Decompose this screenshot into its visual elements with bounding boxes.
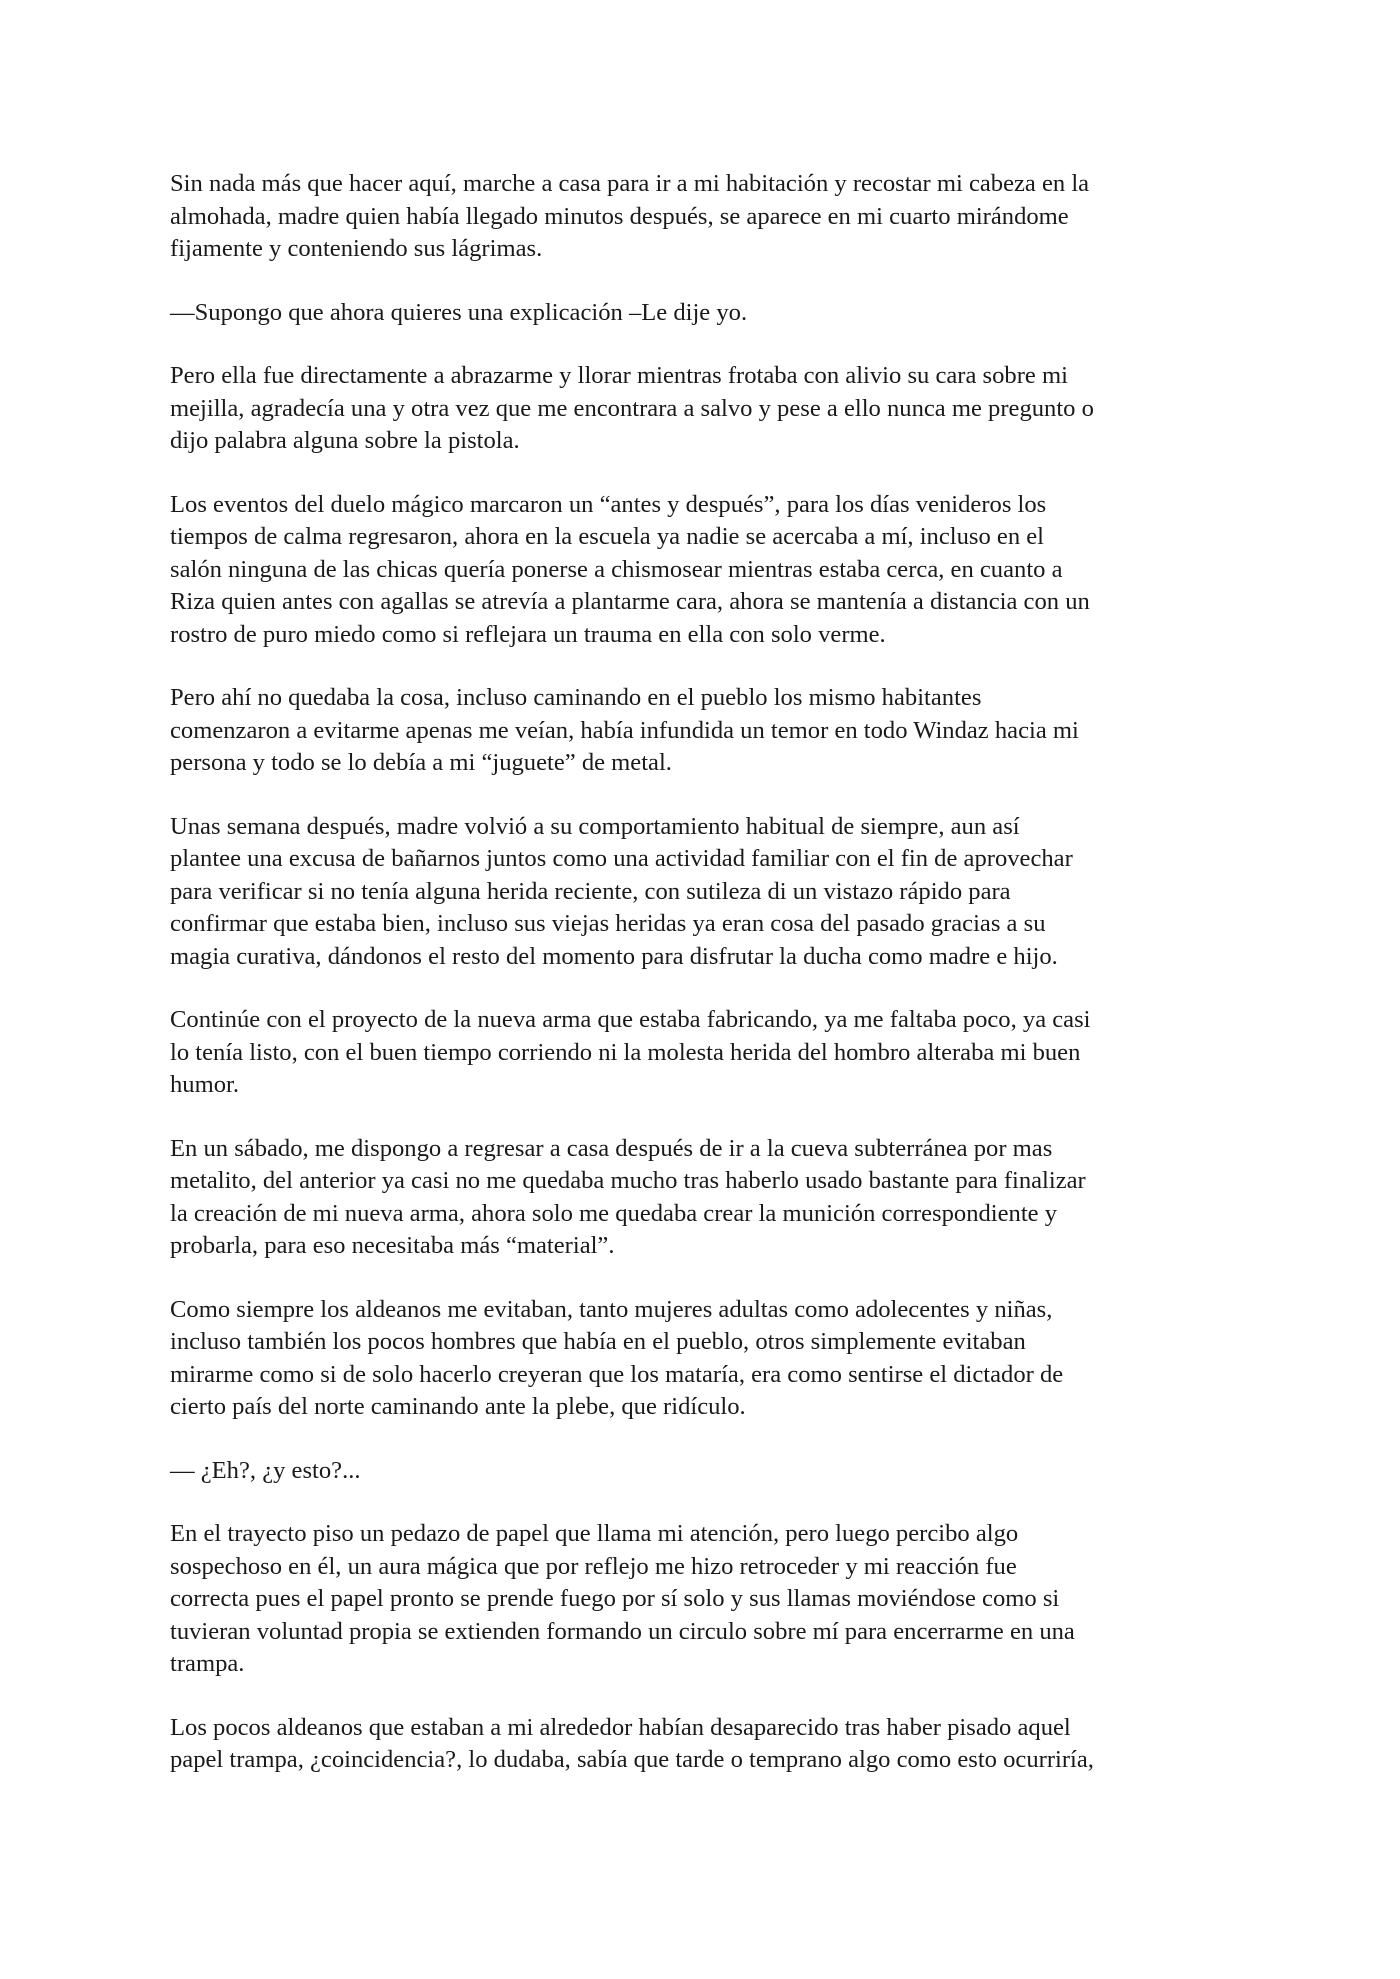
text-line: Los eventos del duelo mágico marcaron un “antes y después”, para los días venideros los: [170, 490, 1047, 518]
text-line: Unas semana después, madre volvió a su comportamiento habitual de siempre, aun así: [170, 812, 1020, 840]
paragraph: [170, 1133, 1238, 1263]
text-line: para verificar si no tenía alguna herida reciente, con sutileza di un vistazo rápido para: [170, 877, 1011, 905]
paragraph: [170, 168, 1238, 266]
paragraph: [170, 1455, 1238, 1488]
text-line: tuvieran voluntad propia se extienden formando un circulo sobre mí para encerrarme en una: [170, 1617, 1075, 1645]
paragraph: [170, 1518, 1238, 1681]
text-line: Sin nada más que hacer aquí, marche a casa para ir a mi habitación y recostar mi cabeza en la: [170, 170, 1090, 197]
text-line: En el trayecto piso un pedazo de papel que llama mi atención, pero luego percibo algo: [170, 1520, 1019, 1547]
text-line: dijo palabra alguna sobre la pistola.: [170, 427, 520, 454]
text-line: Riza quien antes con agallas se atrevía a plantarme cara, ahora se mantenía a distancia con un: [170, 588, 1090, 615]
text-line: tiempos de calma regresaron, ahora en la escuela ya nadie se acercaba a mí, incluso en el: [170, 523, 1045, 550]
text-line: Como siempre los aldeanos me evitaban, tanto mujeres adultas como adolecentes y niñas,: [170, 1295, 1053, 1323]
text-line: rostro de puro miedo como si reflejara un trauma en ella con solo verme.: [170, 620, 886, 648]
text-line: correcta pues el papel pronto se prende fuego por sí solo y sus llamas moviéndose como si: [170, 1585, 1060, 1612]
text-line: comenzaron a evitarme apenas me veían, había infundida un temor en todo Windaz hacia mi: [170, 716, 1079, 744]
text-line: Continúe con el proyecto de la nueva arma que estaba fabricando, ya me faltaba poco, ya casi: [170, 1006, 1091, 1033]
text-line: incluso también los pocos hombres que había en el pueblo, otros simplemente evitaban: [170, 1328, 1026, 1355]
text-line: Los pocos aldeanos que estaban a mi alrededor habían desaparecido tras haber pisado aquel: [170, 1713, 1071, 1741]
text-line: almohada, madre quien había llegado minutos después, se aparece en mi cuarto mirándome: [170, 202, 1069, 230]
text-line: Pero ella fue directamente a abrazarme y llorar mientras frotaba con alivio su cara sobre mi: [170, 362, 1068, 389]
text-line: — ¿Eh?, ¿y esto?...: [170, 1456, 361, 1484]
text-line: mirarme como si de solo hacerlo creyeran que los mataría, era como sentirse el dictador de: [170, 1360, 1064, 1388]
text-line: lo tenía listo, con el buen tiempo corriendo ni la molesta herida del hombro alteraba mi buen: [170, 1038, 1081, 1066]
paragraph: [170, 682, 1238, 780]
text-line: fijamente y conteniendo sus lágrimas.: [170, 235, 543, 262]
text-line: persona y todo se lo debía a mi “juguete” de metal.: [170, 749, 672, 776]
paragraph: [170, 1294, 1238, 1424]
text-line: trampa.: [170, 1650, 245, 1677]
text-line: confirmar que estaba bien, incluso sus viejas heridas ya eran cosa del pasado gracias a su: [170, 910, 1046, 937]
document-body: [170, 168, 1238, 1808]
text-line: la creación de mi nueva arma, ahora solo me quedaba crear la munición correspondiente y: [170, 1199, 1058, 1227]
text-line: Pero ahí no quedaba la cosa, incluso caminando en el pueblo los mismo habitantes: [170, 684, 982, 711]
text-line: magia curativa, dándonos el resto del momento para disfrutar la ducha como madre e hijo.: [170, 942, 1058, 970]
text-line: cierto país del norte caminando ante la plebe, que ridículo.: [170, 1393, 746, 1420]
paragraph: [170, 1712, 1238, 1777]
paragraph: [170, 297, 1238, 330]
text-line: salón ninguna de las chicas quería ponerse a chismosear mientras estaba cerca, en cuanto a: [170, 555, 1063, 583]
text-line: humor.: [170, 1071, 240, 1098]
paragraph: [170, 360, 1238, 458]
text-line: mejilla, agradecía una y otra vez que me encontrara a salvo y pese a ello nunca me pregunto o: [170, 394, 1094, 422]
paragraph: [170, 811, 1238, 974]
text-line: plantee una excusa de bañarnos juntos como una actividad familiar con el fin de aprovechar: [170, 845, 1073, 872]
text-line: —Supongo que ahora quieres una explicación –Le dije yo.: [170, 298, 748, 326]
text-line: papel trampa, ¿coincidencia?, lo dudaba, sabía que tarde o temprano algo como esto ocurriría,: [170, 1746, 1094, 1773]
text-line: metalito, del anterior ya casi no me quedaba mucho tras haberlo usado bastante para finalizar: [170, 1167, 1086, 1194]
text-line: sospechoso en él, un aura mágica que por reflejo me hizo retroceder y mi reacción fue: [170, 1552, 1017, 1580]
text-line: probarla, para eso necesitaba más “material”.: [170, 1232, 615, 1259]
paragraph: [170, 489, 1238, 652]
text-line: En un sábado, me dispongo a regresar a casa después de ir a la cueva subterránea por mas: [170, 1134, 1053, 1162]
paragraph: [170, 1004, 1238, 1102]
